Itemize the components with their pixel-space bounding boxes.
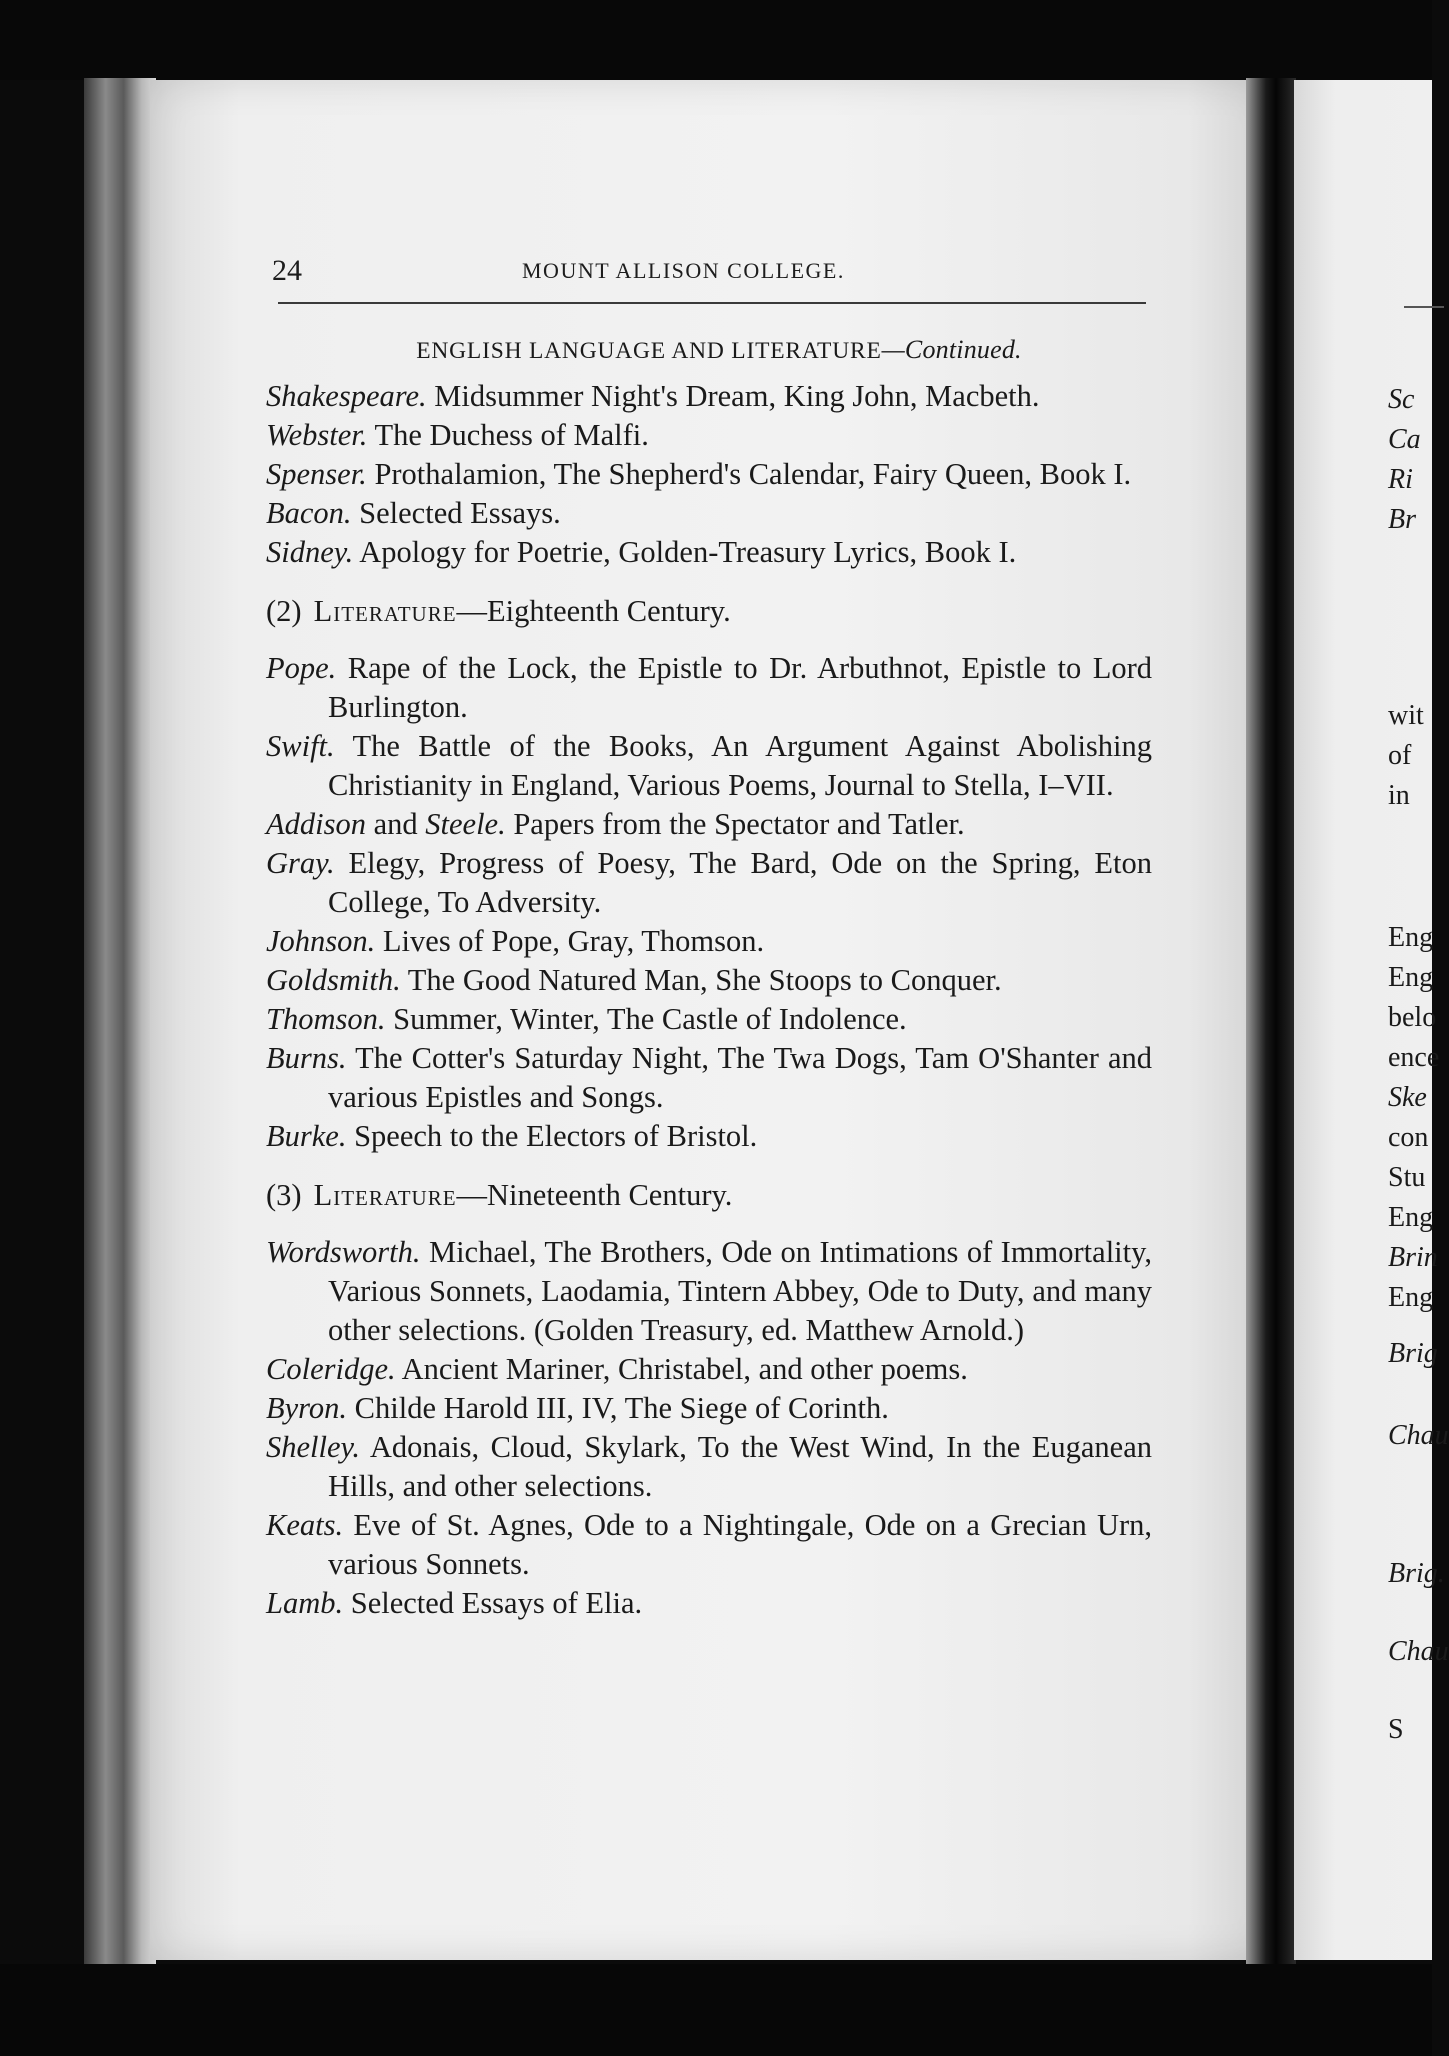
list-item bbox=[266, 494, 1152, 533]
works-list: The Good Natured Man, She Stoops to Conquer. bbox=[407, 963, 1002, 997]
author-name: Bacon. bbox=[266, 496, 352, 530]
section-heading bbox=[266, 1176, 1152, 1215]
list-item bbox=[266, 455, 1152, 494]
author-name: Lamb. bbox=[266, 1586, 344, 1620]
author-name: Byron. bbox=[266, 1391, 348, 1425]
list-item bbox=[266, 727, 1152, 805]
author-name: Steele. bbox=[425, 807, 506, 841]
facing-page-fragment: con bbox=[1388, 1122, 1429, 1153]
works-list: Rape of the Lock, the Epistle to Dr. Arbuthnot, Epistle to Lord Burlington. bbox=[328, 651, 1152, 724]
works-list: Elegy, Progress of Poesy, The Bard, Ode on the Spring, Eton College, To Adversity. bbox=[328, 846, 1153, 919]
works-list: The Cotter's Saturday Night, The Twa Dogs, Tam O'Shanter and various Epistles and Songs. bbox=[328, 1041, 1153, 1114]
continued-heading-title: ENGLISH LANGUAGE AND LITERATURE bbox=[416, 338, 882, 364]
running-head: MOUNT ALLISON COLLEGE. bbox=[522, 258, 845, 283]
section-number: (2) bbox=[266, 594, 302, 628]
author-name: Shelley. bbox=[266, 1430, 361, 1464]
works-list: Selected Essays. bbox=[359, 496, 561, 530]
section-period: —Nineteenth Century. bbox=[456, 1178, 733, 1212]
list-item bbox=[266, 377, 1152, 416]
section-label: Literature bbox=[313, 1178, 457, 1212]
works-list: Prothalamion, The Shepherd's Calendar, Fairy Queen, Book I. bbox=[374, 457, 1132, 491]
works-list: Lives of Pope, Gray, Thomson. bbox=[382, 924, 765, 958]
list-item bbox=[266, 1039, 1152, 1117]
works-list: Michael, The Brothers, Ode on Intimations of Immortality, Various Sonnets, Laodamia, Tintern Abbey, Ode to Duty, and many other selections. (Golden Treasury, ed. Matthew Arnold.) bbox=[328, 1235, 1153, 1347]
facing-page-fragment: Brig. bbox=[1388, 1558, 1445, 1589]
page-number: 24 bbox=[272, 254, 302, 287]
page-header bbox=[272, 254, 1144, 290]
author-name: Gray. bbox=[266, 846, 335, 880]
facing-page-fragment: Chau bbox=[1388, 1636, 1449, 1667]
author-name: Keats. bbox=[266, 1508, 344, 1542]
facing-page-fragment: of bbox=[1388, 740, 1412, 771]
section-heading bbox=[266, 592, 1152, 631]
works-list: Childe Harold III, IV, The Siege of Corinth. bbox=[354, 1391, 889, 1425]
works-list: Ancient Mariner, Christabel, and other poems. bbox=[401, 1352, 968, 1386]
author-name: Wordsworth. bbox=[266, 1235, 421, 1269]
author-name: Spenser. bbox=[266, 457, 367, 491]
top-shadow bbox=[0, 0, 1432, 80]
continued-heading bbox=[286, 330, 1152, 371]
works-list: Midsummer Night's Dream, King John, Macbeth. bbox=[434, 379, 1040, 413]
list-item bbox=[266, 1350, 1152, 1389]
list-item bbox=[266, 1117, 1152, 1156]
facing-page-fragment: in bbox=[1388, 780, 1410, 811]
facing-page-fragment: Brig bbox=[1388, 1338, 1438, 1369]
works-list: Selected Essays of Elia. bbox=[350, 1586, 643, 1620]
facing-page-fragment: Eng bbox=[1388, 1282, 1434, 1313]
section-period: —Eighteenth Century. bbox=[456, 594, 731, 628]
facing-page-fragment: Ca bbox=[1388, 424, 1421, 455]
works-list: Speech to the Electors of Bristol. bbox=[354, 1119, 758, 1153]
facing-page-fragment: S bbox=[1388, 1714, 1404, 1745]
bottom-shadow bbox=[0, 1964, 1432, 2056]
list-item bbox=[266, 1000, 1152, 1039]
author-name: Burns. bbox=[266, 1041, 347, 1075]
facing-page-fragment: wit bbox=[1388, 700, 1424, 731]
author-name: Swift. bbox=[266, 729, 335, 763]
works-list: The Battle of the Books, An Argument Against Abolishing Christianity in England, Various Poems, Journal to Stella, I–VII. bbox=[328, 729, 1153, 802]
facing-page-fragment: Br bbox=[1388, 504, 1416, 535]
works-list: Eve of St. Agnes, Ode to a Nightingale, Ode on a Grecian Urn, various Sonnets. bbox=[328, 1508, 1152, 1581]
facing-page-fragment: belo bbox=[1388, 1002, 1437, 1033]
works-list: Summer, Winter, The Castle of Indolence. bbox=[393, 1002, 907, 1036]
list-item bbox=[266, 1584, 1152, 1623]
facing-page-fragment: Eng bbox=[1388, 1202, 1434, 1233]
facing-page-fragment: Eng bbox=[1388, 922, 1434, 953]
list-item bbox=[266, 649, 1152, 727]
section-number: (3) bbox=[266, 1178, 302, 1212]
list-item bbox=[266, 1506, 1152, 1584]
works-list: The Duchess of Malfi. bbox=[374, 418, 649, 452]
facing-page-fragment: Stu bbox=[1388, 1162, 1426, 1193]
author-name: Coleridge. bbox=[266, 1352, 396, 1386]
list-item bbox=[266, 1233, 1152, 1350]
list-item bbox=[266, 416, 1152, 455]
author-name: Webster. bbox=[266, 418, 368, 452]
facing-page-fragment: ence bbox=[1388, 1042, 1440, 1073]
author-name: Sidney. bbox=[266, 535, 354, 569]
reading-list bbox=[266, 377, 1152, 1623]
list-item bbox=[266, 844, 1152, 922]
works-list: Papers from the Spectator and Tatler. bbox=[513, 807, 965, 841]
facing-page-header-rule bbox=[1404, 306, 1444, 308]
author-joiner: and bbox=[365, 807, 426, 841]
facing-page-fragment: Chau bbox=[1388, 1420, 1449, 1451]
section-label: Literature bbox=[313, 594, 457, 628]
works-list: Adonais, Cloud, Skylark, To the West Wind, In the Euganean Hills, and other selections. bbox=[328, 1430, 1152, 1503]
list-item bbox=[266, 533, 1152, 572]
author-name: Addison bbox=[266, 807, 366, 841]
header-rule bbox=[278, 302, 1146, 304]
list-item bbox=[266, 961, 1152, 1000]
author-name: Pope. bbox=[266, 651, 337, 685]
facing-page-fragment: Ri bbox=[1388, 464, 1413, 495]
book-binding-edge bbox=[84, 78, 156, 1968]
author-name: Thomson. bbox=[266, 1002, 386, 1036]
author-name: Johnson. bbox=[266, 924, 376, 958]
facing-page-fragment: Ske bbox=[1388, 1082, 1427, 1113]
author-name: Burke. bbox=[266, 1119, 347, 1153]
list-item bbox=[266, 1389, 1152, 1428]
facing-page-fragment: Sc bbox=[1388, 384, 1415, 415]
facing-page-fragment: Brin bbox=[1388, 1242, 1438, 1273]
author-name: Shakespeare. bbox=[266, 379, 427, 413]
facing-page-fragment: Eng bbox=[1388, 962, 1434, 993]
continued-heading-suffix: —Continued. bbox=[881, 335, 1022, 364]
page-body bbox=[266, 330, 1152, 1623]
list-item bbox=[266, 922, 1152, 961]
book-gutter bbox=[1246, 78, 1296, 1968]
works-list: Apology for Poetrie, Golden-Treasury Lyrics, Book I. bbox=[359, 535, 1017, 569]
list-item bbox=[266, 805, 1152, 844]
list-item bbox=[266, 1428, 1152, 1506]
author-name: Goldsmith. bbox=[266, 963, 401, 997]
